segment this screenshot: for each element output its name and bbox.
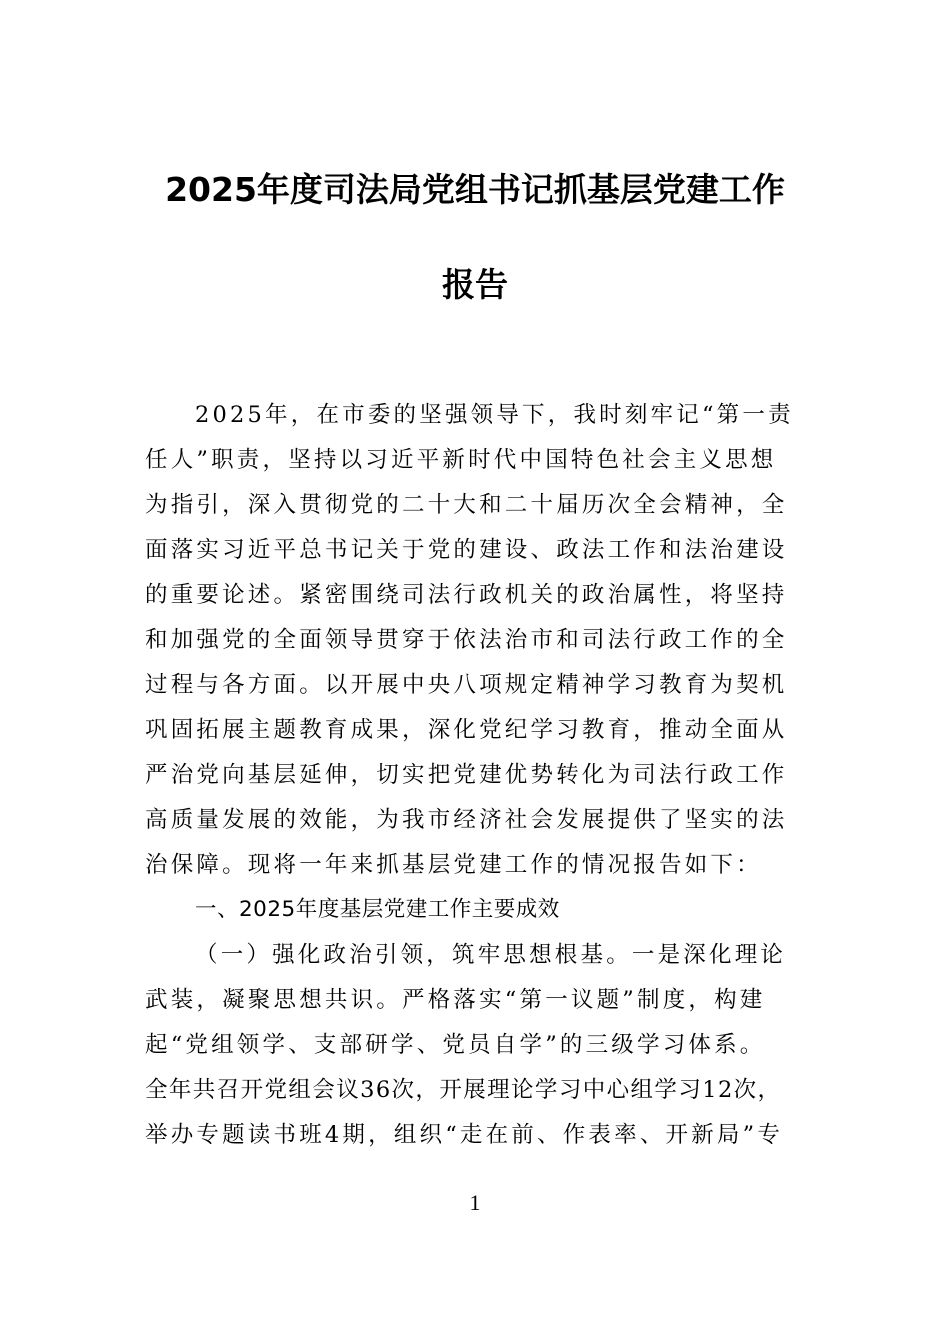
paragraph-line: 高质量发展的效能，为我市经济社会发展提供了坚实的法 <box>145 807 788 833</box>
paragraph-line: 起“党组领学、支部研学、党员自学”的三级学习体系。 <box>145 1032 766 1058</box>
paragraph-line: （一）强化政治引领，筑牢思想根基。一是深化理论 <box>195 942 787 968</box>
paragraph-line: 面落实习近平总书记关于党的建设、政法工作和法治建设 <box>145 537 788 563</box>
paragraph-line: 严治党向基层延伸，切实把党建优势转化为司法行政工作 <box>145 762 788 788</box>
paragraph-line: 巩固拓展主题教育成果，深化党纪学习教育，推动全面从 <box>145 717 788 743</box>
paragraph-line: 武装，凝聚思想共识。严格落实“第一议题”制度，构建 <box>145 987 766 1013</box>
paragraph-line: 举办专题读书班4期，组织“走在前、作表率、开新局”专 <box>145 1122 784 1148</box>
section-heading: 一、2025年度基层党建工作主要成效 <box>195 897 560 922</box>
paragraph-line: 2025年，在市委的坚强领导下，我时刻牢记“第一责 <box>195 402 794 428</box>
document-title-line-2: 报告 <box>442 265 508 304</box>
paragraph-line: 全年共召开党组会议36次，开展理论学习中心组学习12次， <box>145 1077 782 1103</box>
paragraph-line: 治保障。现将一年来抓基层党建工作的情况报告如下： <box>145 852 762 878</box>
paragraph-line: 任人”职责，坚持以习近平新时代中国特色社会主义思想 <box>145 447 777 473</box>
paragraph-line: 过程与各方面。以开展中央八项规定精神学习教育为契机 <box>145 672 788 698</box>
paragraph-line: 的重要论述。紧密围绕司法行政机关的政治属性，将坚持 <box>145 582 788 608</box>
document-title-line-1: 2025年度司法局党组书记抓基层党建工作 <box>165 170 785 209</box>
page-number: 1 <box>469 1190 481 1215</box>
paragraph-line: 和加强党的全面领导贯穿于依法治市和司法行政工作的全 <box>145 627 788 653</box>
paragraph-line: 为指引，深入贯彻党的二十大和二十届历次全会精神，全 <box>145 492 788 518</box>
